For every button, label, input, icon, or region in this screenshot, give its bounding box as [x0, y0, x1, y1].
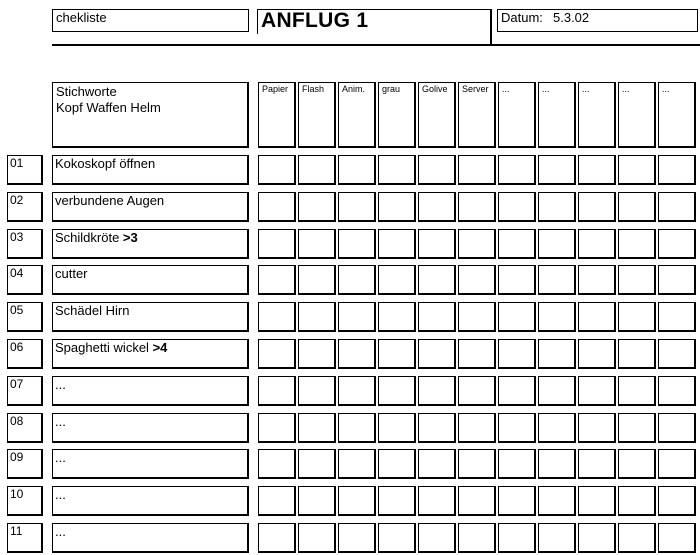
check-cell[interactable]: [538, 302, 576, 332]
row-description[interactable]: [52, 486, 249, 516]
check-cell[interactable]: [458, 523, 496, 553]
check-cell[interactable]: [298, 486, 336, 516]
column-header: [258, 82, 296, 148]
check-cell[interactable]: [298, 523, 336, 553]
check-cell[interactable]: [338, 339, 376, 369]
row-number-label: 03: [10, 229, 24, 244]
row-number: [7, 265, 43, 295]
check-cell[interactable]: [618, 523, 656, 553]
check-cell[interactable]: [578, 413, 616, 443]
check-cell[interactable]: [258, 155, 296, 185]
check-cell[interactable]: [538, 523, 576, 553]
check-cell[interactable]: [578, 192, 616, 222]
row-description-text: verbundene Augen: [55, 192, 165, 208]
check-cell[interactable]: [578, 339, 616, 369]
check-cell[interactable]: [498, 229, 536, 259]
check-cell[interactable]: [658, 265, 696, 295]
check-cell[interactable]: [418, 302, 456, 332]
row-description-text: ...: [55, 450, 66, 466]
row-description[interactable]: [52, 192, 249, 222]
column-header-label: ...: [582, 84, 590, 94]
row-number-label: 08: [10, 413, 24, 428]
check-cell[interactable]: [538, 229, 576, 259]
check-cell[interactable]: [338, 265, 376, 295]
page-title: ANFLUG 1: [261, 9, 369, 32]
row-description-text: ...: [55, 413, 66, 429]
check-cell[interactable]: [538, 192, 576, 222]
row-number: [7, 192, 43, 222]
date-box: [497, 9, 698, 32]
check-cell[interactable]: [498, 413, 536, 443]
column-header: [298, 82, 336, 148]
column-header-label: ...: [502, 84, 510, 94]
check-cell[interactable]: [338, 192, 376, 222]
check-cell[interactable]: [458, 486, 496, 516]
check-cell[interactable]: [378, 302, 416, 332]
check-cell[interactable]: [378, 523, 416, 553]
check-cell[interactable]: [618, 413, 656, 443]
row-number-label: 10: [10, 487, 24, 502]
check-cell[interactable]: [658, 339, 696, 369]
check-cell[interactable]: [298, 413, 336, 443]
checklist-label-box: [52, 9, 249, 32]
check-cell[interactable]: [458, 192, 496, 222]
row-description-text: ...: [55, 487, 66, 503]
check-cell[interactable]: [658, 413, 696, 443]
date-value: 5.3.02: [553, 10, 590, 25]
column-header-label: Anim.: [342, 84, 366, 94]
check-cell[interactable]: [378, 192, 416, 222]
column-header-label: Papier: [262, 84, 289, 94]
checklist-label: chekliste: [56, 10, 107, 25]
check-cell[interactable]: [298, 229, 336, 259]
column-header: [338, 82, 376, 148]
check-cell[interactable]: [658, 376, 696, 406]
check-cell[interactable]: [338, 155, 376, 185]
row-description-text: ...: [55, 376, 66, 392]
column-header: [618, 82, 656, 148]
row-number: [7, 302, 43, 332]
row-number: [7, 486, 43, 516]
check-cell[interactable]: [258, 449, 296, 479]
check-cell[interactable]: [618, 376, 656, 406]
row-number-label: 05: [10, 303, 24, 318]
check-cell[interactable]: [418, 449, 456, 479]
check-cell[interactable]: [418, 486, 456, 516]
column-header-label: ...: [542, 84, 550, 94]
check-cell[interactable]: [378, 376, 416, 406]
row-description[interactable]: [52, 339, 249, 369]
check-cell[interactable]: [418, 523, 456, 553]
row-description-text: Schildkröte >3: [55, 229, 138, 245]
check-cell[interactable]: [418, 376, 456, 406]
check-cell[interactable]: [258, 523, 296, 553]
column-header-label: Server: [462, 84, 489, 94]
check-cell[interactable]: [658, 155, 696, 185]
check-cell[interactable]: [458, 302, 496, 332]
check-cell[interactable]: [578, 229, 616, 259]
check-cell[interactable]: [378, 155, 416, 185]
check-cell[interactable]: [618, 302, 656, 332]
check-cell[interactable]: [578, 523, 616, 553]
row-description[interactable]: [52, 265, 249, 295]
check-cell[interactable]: [618, 449, 656, 479]
row-number-label: 06: [10, 340, 24, 354]
row-number: [7, 229, 43, 259]
keywords-list: Kopf Waffen Helm: [56, 100, 161, 115]
row-description[interactable]: [52, 155, 249, 185]
column-header: [658, 82, 696, 148]
row-description-text: Kokoskopf öffnen: [55, 156, 156, 171]
row-description[interactable]: [52, 413, 249, 443]
row-description-text: cutter: [55, 266, 88, 282]
check-cell[interactable]: [298, 376, 336, 406]
row-number-label: 07: [10, 376, 24, 391]
check-cell[interactable]: [418, 192, 456, 222]
check-cell[interactable]: [658, 449, 696, 479]
check-cell[interactable]: [618, 155, 656, 185]
check-cell[interactable]: [618, 192, 656, 222]
check-cell[interactable]: [378, 339, 416, 369]
check-cell[interactable]: [378, 449, 416, 479]
check-cell[interactable]: [538, 155, 576, 185]
check-cell[interactable]: [258, 265, 296, 295]
row-reference: >3: [122, 229, 138, 245]
check-cell[interactable]: [498, 449, 536, 479]
check-cell[interactable]: [258, 229, 296, 259]
check-cell[interactable]: [258, 192, 296, 222]
check-cell[interactable]: [418, 339, 456, 369]
check-cell[interactable]: [618, 486, 656, 516]
check-cell[interactable]: [618, 229, 656, 259]
check-cell[interactable]: [498, 192, 536, 222]
row-number: [7, 523, 43, 553]
row-description[interactable]: [52, 523, 249, 553]
check-cell[interactable]: [298, 302, 336, 332]
check-cell[interactable]: [538, 449, 576, 479]
check-cell[interactable]: [538, 376, 576, 406]
check-cell[interactable]: [498, 155, 536, 185]
check-cell[interactable]: [258, 486, 296, 516]
row-number: [7, 413, 43, 443]
check-cell[interactable]: [538, 413, 576, 443]
column-header: [458, 82, 496, 148]
check-cell[interactable]: [298, 192, 336, 222]
check-cell[interactable]: [418, 413, 456, 443]
check-cell[interactable]: [258, 339, 296, 369]
row-description-text: ...: [55, 524, 66, 539]
column-header-label: grau: [382, 84, 401, 94]
row-description-text: Schädel Hirn: [55, 303, 130, 319]
check-cell[interactable]: [458, 449, 496, 479]
row-number: [7, 376, 43, 406]
check-cell[interactable]: [498, 376, 536, 406]
check-cell[interactable]: [378, 265, 416, 295]
check-cell[interactable]: [658, 486, 696, 516]
check-cell[interactable]: [658, 302, 696, 332]
header-divider-1: [490, 9, 492, 45]
header-rule: [52, 44, 700, 46]
column-header-label: Flash: [302, 84, 325, 94]
check-cell[interactable]: [578, 155, 616, 185]
row-number-label: 09: [10, 450, 24, 465]
row-reference: >4: [152, 340, 168, 355]
row-description-text: Spaghetti wickel >4: [55, 340, 168, 355]
check-cell[interactable]: [458, 265, 496, 295]
check-cell[interactable]: [618, 339, 656, 369]
check-cell[interactable]: [258, 302, 296, 332]
row-description[interactable]: [52, 449, 249, 479]
column-header: [578, 82, 616, 148]
check-cell[interactable]: [538, 265, 576, 295]
check-cell[interactable]: [258, 413, 296, 443]
check-cell[interactable]: [338, 523, 376, 553]
date-label: Datum:: [501, 10, 543, 25]
check-cell[interactable]: [378, 486, 416, 516]
column-header-label: ...: [662, 84, 670, 94]
check-cell[interactable]: [338, 229, 376, 259]
check-cell[interactable]: [578, 449, 616, 479]
check-cell[interactable]: [498, 302, 536, 332]
row-number-label: 04: [10, 266, 24, 281]
check-cell[interactable]: [378, 229, 416, 259]
check-cell[interactable]: [338, 486, 376, 516]
check-cell[interactable]: [578, 376, 616, 406]
row-number-label: 02: [10, 192, 24, 207]
row-number-label: 11: [10, 524, 23, 538]
row-number-label: 01: [10, 156, 24, 170]
check-cell[interactable]: [498, 339, 536, 369]
check-cell[interactable]: [458, 229, 496, 259]
check-cell[interactable]: [658, 523, 696, 553]
check-cell[interactable]: [338, 302, 376, 332]
column-header-label: ...: [622, 84, 630, 94]
check-cell[interactable]: [538, 339, 576, 369]
check-cell[interactable]: [298, 265, 336, 295]
check-cell[interactable]: [418, 229, 456, 259]
check-cell[interactable]: [658, 229, 696, 259]
check-cell[interactable]: [338, 376, 376, 406]
row-description[interactable]: [52, 229, 249, 259]
check-cell[interactable]: [578, 302, 616, 332]
title-box: [257, 9, 491, 34]
column-header: [378, 82, 416, 148]
check-cell[interactable]: [618, 265, 656, 295]
check-cell[interactable]: [298, 339, 336, 369]
check-cell[interactable]: [458, 339, 496, 369]
check-cell[interactable]: [338, 449, 376, 479]
column-header-label: Golive: [422, 84, 448, 94]
check-cell[interactable]: [578, 265, 616, 295]
check-cell[interactable]: [418, 155, 456, 185]
check-cell[interactable]: [578, 486, 616, 516]
check-cell[interactable]: [338, 413, 376, 443]
check-cell[interactable]: [458, 376, 496, 406]
keywords-box: [52, 82, 249, 148]
row-description[interactable]: [52, 302, 249, 332]
check-cell[interactable]: [498, 265, 536, 295]
column-header: [418, 82, 456, 148]
keywords-heading: Stichworte: [56, 84, 117, 99]
check-cell[interactable]: [458, 155, 496, 185]
check-cell[interactable]: [538, 486, 576, 516]
column-header: [538, 82, 576, 148]
check-cell[interactable]: [658, 192, 696, 222]
check-cell[interactable]: [258, 376, 296, 406]
row-number: [7, 155, 43, 185]
check-cell[interactable]: [418, 265, 456, 295]
check-cell[interactable]: [378, 413, 416, 443]
column-header: [498, 82, 536, 148]
check-cell[interactable]: [298, 449, 336, 479]
check-cell[interactable]: [458, 413, 496, 443]
row-description[interactable]: [52, 376, 249, 406]
check-cell[interactable]: [298, 155, 336, 185]
row-number: [7, 339, 43, 369]
row-number: [7, 449, 43, 479]
check-cell[interactable]: [498, 486, 536, 516]
check-cell[interactable]: [498, 523, 536, 553]
